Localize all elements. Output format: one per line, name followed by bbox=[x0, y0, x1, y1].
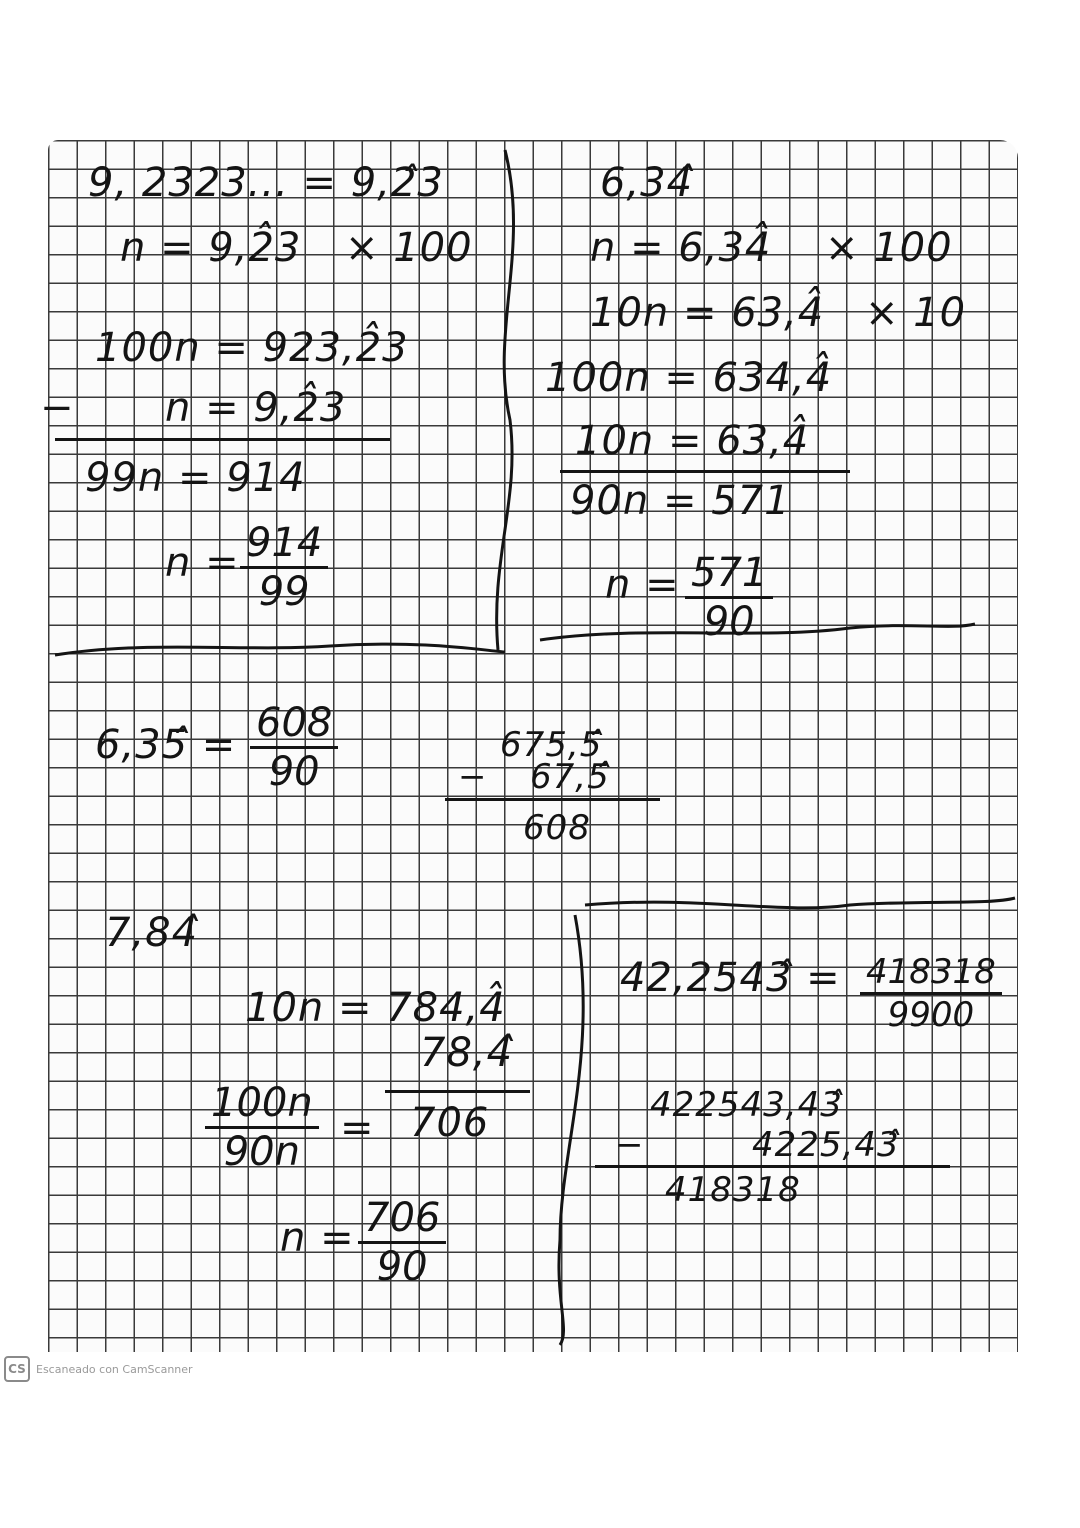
b4-line3: 78,4̂ bbox=[420, 1030, 514, 1076]
b1-result-den: 99 bbox=[258, 569, 310, 615]
b5-minus: − bbox=[615, 1125, 645, 1165]
b2-result-lhs: n = bbox=[605, 562, 680, 608]
b2-result-den: 90 bbox=[703, 599, 755, 645]
b5-sub1: 422543,43̂ bbox=[650, 1085, 843, 1125]
b3-frac-den: 90 bbox=[268, 749, 320, 795]
b3-fraction bbox=[250, 700, 338, 795]
b1-line3: 100n = 923,2̂3 bbox=[95, 325, 409, 371]
b1-line5: 99n = 914 bbox=[85, 455, 306, 501]
b4-lhs-top: 100n bbox=[205, 1080, 319, 1129]
scanner-watermark-text: Escaneado con CamScanner bbox=[36, 1362, 193, 1376]
b3-sub-result: 608 bbox=[523, 808, 591, 848]
b4-rule bbox=[385, 1090, 530, 1093]
b5-rule bbox=[595, 1165, 950, 1168]
b4-result-num: 706 bbox=[358, 1195, 446, 1244]
b3-frac-num: 608 bbox=[250, 700, 338, 749]
b5-fraction bbox=[860, 952, 1002, 1035]
b1-line4: n = 9,2̂3 bbox=[165, 385, 347, 431]
b1-line1: 9, 2323... = 9,2̂3 bbox=[88, 160, 444, 206]
b5-sub2: 4225,43̂ bbox=[752, 1125, 900, 1165]
b1-result-fraction bbox=[240, 520, 328, 615]
b1-minus: − bbox=[40, 385, 75, 431]
b3-rule bbox=[445, 798, 660, 801]
b2-result-fraction bbox=[685, 550, 773, 645]
b4-result-lhs: n = bbox=[280, 1215, 355, 1261]
b2-line5: 10n = 63,4̂ bbox=[575, 418, 810, 464]
b1-rule bbox=[55, 438, 390, 441]
scanner-footer bbox=[4, 1356, 193, 1382]
b2-result-num: 571 bbox=[685, 550, 773, 599]
b4-result-val: 706 bbox=[410, 1100, 490, 1146]
b2-line4: 100n = 634,4̂ bbox=[545, 355, 833, 401]
b2-line3-mult: × 10 bbox=[865, 290, 967, 336]
b2-line2-mult: × 100 bbox=[825, 225, 953, 271]
b4-line2: 10n = 784,4̂ bbox=[245, 985, 506, 1031]
b4-lhs-stack bbox=[205, 1080, 319, 1175]
b1-line2: n = 9,2̂3 bbox=[120, 225, 302, 271]
camscanner-logo-icon: CS bbox=[4, 1356, 30, 1382]
b3-minus: − bbox=[458, 757, 488, 797]
b5-frac-den: 9900 bbox=[887, 995, 975, 1035]
b4-eq: = bbox=[340, 1105, 375, 1151]
b2-line1: 6,34̂ bbox=[600, 160, 694, 206]
b2-line6: 90n = 571 bbox=[570, 478, 791, 524]
b4-result-den: 90 bbox=[376, 1244, 428, 1290]
b5-sub-result: 418318 bbox=[665, 1170, 801, 1210]
b4-lhs-bottom: 90n bbox=[223, 1129, 300, 1175]
b3-lhs: 6,35̂ = bbox=[95, 722, 237, 768]
b1-result-num: 914 bbox=[240, 520, 328, 569]
b2-line2: n = 6,34̂ bbox=[590, 225, 772, 271]
b3-sub2: 67,5̂ bbox=[530, 757, 610, 797]
b4-line1: 7,84̂ bbox=[105, 910, 199, 956]
b2-line3: 10n = 63,4̂ bbox=[590, 290, 825, 336]
b5-frac-num: 418318 bbox=[860, 952, 1002, 995]
b5-lhs: 42,2543̂ = bbox=[620, 955, 841, 1001]
b4-result-fraction bbox=[358, 1195, 446, 1290]
b1-line2-mult: × 100 bbox=[345, 225, 473, 271]
b2-rule bbox=[560, 470, 850, 473]
b1-result-lhs: n = bbox=[165, 540, 240, 586]
b3-sub1: 675,5̂ bbox=[500, 725, 603, 765]
